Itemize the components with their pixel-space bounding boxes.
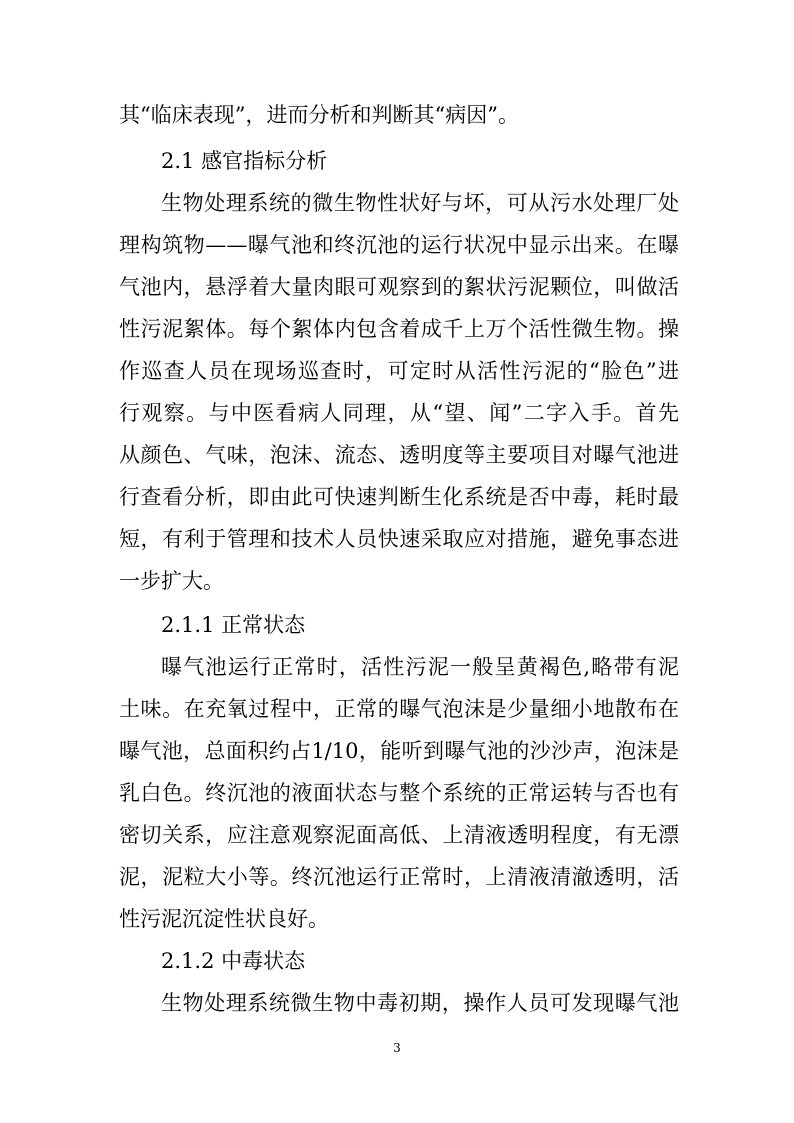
body-text-line: 性污泥沉淀性状良好。 xyxy=(119,907,329,931)
body-text-line: 泥，泥粒大小等。终沉池运行正常时，上清液清澈透明，活 xyxy=(119,865,679,889)
body-text-line: 其“临床表现”，进而分析和判断其“病因”。 xyxy=(119,103,519,127)
body-text-line: 生物处理系统的微生物性状好与坏，可从污水处理厂处 xyxy=(161,191,679,215)
section-heading: 2.1 感官指标分析 xyxy=(161,149,328,173)
page-number: 3 xyxy=(393,1041,401,1055)
body-text-line: 曝气池运行正常时，活性污泥一般呈黄褐色,略带有泥 xyxy=(161,655,679,679)
body-text-line: 理构筑物——曝气池和终沉池的运行状况中显示出来。在曝 xyxy=(119,233,679,257)
body-text-line: 土味。在充氧过程中，正常的曝气泡沫是少量细小地散布在 xyxy=(119,697,679,721)
body-text-line: 曝气池，总面积约占1/10，能听到曝气池的沙沙声，泡沫是 xyxy=(119,739,679,763)
body-text-line: 行查看分析，即由此可快速判断生化系统是否中毒，耗时最 xyxy=(119,485,679,509)
body-text-line: 性污泥絮体。每个絮体内包含着成千上万个活性微生物。操 xyxy=(119,317,679,341)
body-text-line: 作巡查人员在现场巡查时，可定时从活性污泥的“脸色”进 xyxy=(119,359,679,383)
body-text-line: 行观察。与中医看病人同理，从“望、闻”二字入手。首先 xyxy=(119,401,679,425)
body-text-line: 密切关系，应注意观察泥面高低、上清液透明程度，有无漂 xyxy=(119,823,679,847)
subsection-heading: 2.1.2 中毒状态 xyxy=(161,949,306,973)
body-text-line: 从颜色、气味，泡沫、流态、透明度等主要项目对曝气池进 xyxy=(119,443,679,467)
body-text-line: 生物处理系统微生物中毒初期，操作人员可发现曝气池 xyxy=(161,991,679,1015)
body-text-line: 一步扩大。 xyxy=(119,569,224,593)
body-text-line: 乳白色。终沉池的液面状态与整个系统的正常运转与否也有 xyxy=(119,781,679,805)
body-text-line: 短，有利于管理和技术人员快速采取应对措施，避免事态进 xyxy=(119,527,679,551)
body-text-line: 气池内，悬浮着大量肉眼可观察到的絮状污泥颗位，叫做活 xyxy=(119,275,679,299)
subsection-heading: 2.1.1 正常状态 xyxy=(161,613,306,637)
